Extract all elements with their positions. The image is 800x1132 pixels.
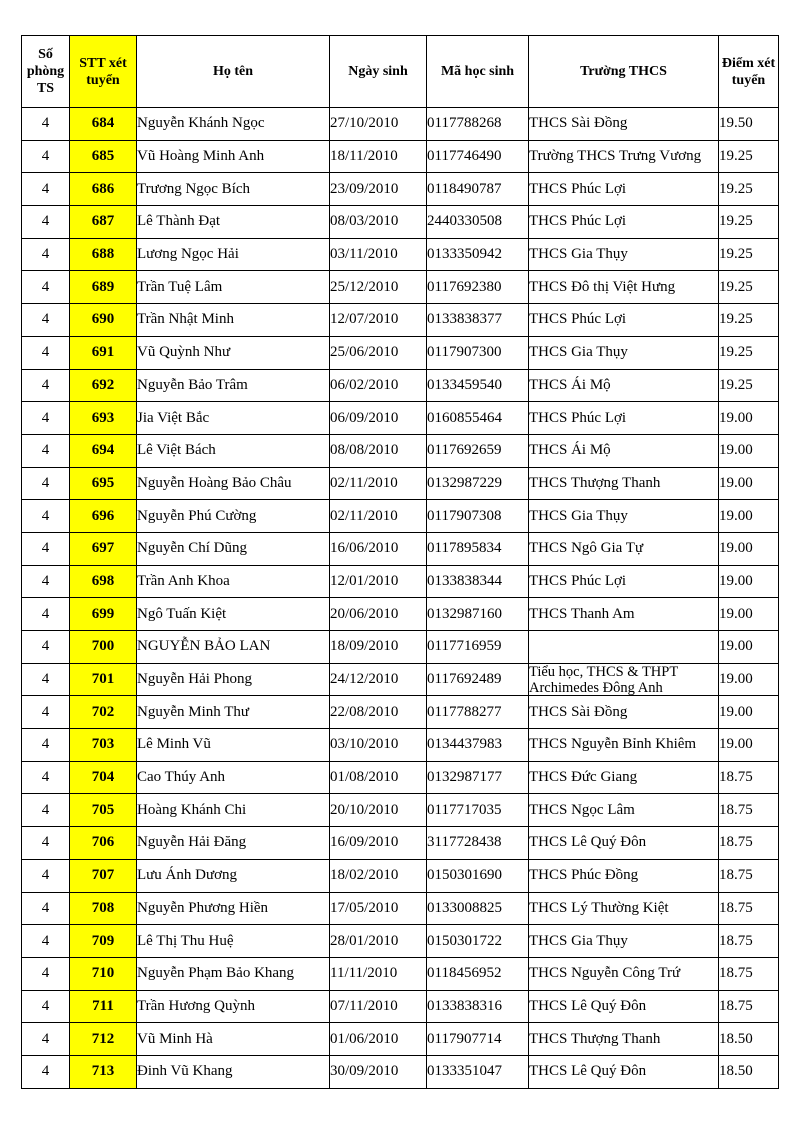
cell-name: Lưu Ánh Dương <box>137 859 330 892</box>
cell-stt: 692 <box>70 369 137 402</box>
cell-score: 19.00 <box>719 631 779 664</box>
cell-dob: 18/02/2010 <box>330 859 427 892</box>
cell-dob: 28/01/2010 <box>330 925 427 958</box>
cell-score: 19.00 <box>719 729 779 762</box>
cell-name: Trần Hương Quỳnh <box>137 990 330 1023</box>
cell-room: 4 <box>22 173 70 206</box>
cell-student-id: 0133351047 <box>427 1055 529 1088</box>
cell-name: Lê Thị Thu Huệ <box>137 925 330 958</box>
table-row <box>22 238 779 271</box>
cell-school: THCS Ái Mộ <box>529 434 719 467</box>
cell-student-id: 0132987229 <box>427 467 529 500</box>
table-row <box>22 990 779 1023</box>
cell-school: THCS Ngô Gia Tự <box>529 532 719 565</box>
cell-stt: 685 <box>70 140 137 173</box>
table-row <box>22 598 779 631</box>
cell-dob: 20/10/2010 <box>330 794 427 827</box>
cell-dob: 25/12/2010 <box>330 271 427 304</box>
cell-dob: 08/03/2010 <box>330 206 427 239</box>
cell-room: 4 <box>22 140 70 173</box>
cell-student-id: 0117788277 <box>427 696 529 729</box>
cell-room: 4 <box>22 369 70 402</box>
cell-name: Trần Anh Khoa <box>137 565 330 598</box>
cell-score: 19.25 <box>719 140 779 173</box>
cell-name: Lê Minh Vũ <box>137 729 330 762</box>
cell-score: 18.50 <box>719 1023 779 1056</box>
cell-dob: 23/09/2010 <box>330 173 427 206</box>
cell-score: 19.25 <box>719 304 779 337</box>
cell-stt: 689 <box>70 271 137 304</box>
cell-room: 4 <box>22 990 70 1023</box>
cell-student-id: 0133459540 <box>427 369 529 402</box>
cell-dob: 06/09/2010 <box>330 402 427 435</box>
cell-stt: 687 <box>70 206 137 239</box>
cell-school: THCS Phúc Lợi <box>529 173 719 206</box>
cell-school: THCS Đô thị Việt Hưng <box>529 271 719 304</box>
cell-student-id: 0117692380 <box>427 271 529 304</box>
cell-school: THCS Phúc Đồng <box>529 859 719 892</box>
cell-student-id: 0117907300 <box>427 336 529 369</box>
table-row <box>22 859 779 892</box>
cell-dob: 17/05/2010 <box>330 892 427 925</box>
cell-room: 4 <box>22 925 70 958</box>
cell-score: 18.75 <box>719 827 779 860</box>
cell-student-id: 0117716959 <box>427 631 529 664</box>
cell-score: 19.00 <box>719 434 779 467</box>
cell-name: Nguyễn Chí Dũng <box>137 532 330 565</box>
cell-score: 19.25 <box>719 336 779 369</box>
header-room: Số phòng TS <box>22 36 70 108</box>
cell-student-id: 0117692489 <box>427 663 529 696</box>
table-row <box>22 729 779 762</box>
header-score: Điểm xét tuyển <box>719 36 779 108</box>
cell-student-id: 0117746490 <box>427 140 529 173</box>
cell-school: THCS Gia Thụy <box>529 500 719 533</box>
cell-dob: 02/11/2010 <box>330 467 427 500</box>
cell-room: 4 <box>22 1055 70 1088</box>
cell-name: Nguyễn Hải Đăng <box>137 827 330 860</box>
table-row <box>22 434 779 467</box>
cell-name: Nguyễn Khánh Ngọc <box>137 108 330 141</box>
table-row <box>22 565 779 598</box>
cell-stt: 713 <box>70 1055 137 1088</box>
cell-room: 4 <box>22 304 70 337</box>
cell-room: 4 <box>22 827 70 860</box>
cell-score: 19.25 <box>719 238 779 271</box>
cell-dob: 03/10/2010 <box>330 729 427 762</box>
cell-name: Nguyễn Hoàng Bảo Châu <box>137 467 330 500</box>
cell-school <box>529 663 719 696</box>
cell-stt: 694 <box>70 434 137 467</box>
cell-name: Vũ Minh Hà <box>137 1023 330 1056</box>
cell-score: 18.75 <box>719 925 779 958</box>
table-row <box>22 1023 779 1056</box>
cell-student-id: 0160855464 <box>427 402 529 435</box>
cell-school: THCS Phúc Lợi <box>529 402 719 435</box>
cell-dob: 11/11/2010 <box>330 957 427 990</box>
table-row <box>22 500 779 533</box>
table-row <box>22 827 779 860</box>
cell-name: Trần Tuệ Lâm <box>137 271 330 304</box>
cell-school: THCS Gia Thụy <box>529 238 719 271</box>
header-school: Trường THCS <box>529 36 719 108</box>
cell-student-id: 0117717035 <box>427 794 529 827</box>
cell-room: 4 <box>22 108 70 141</box>
table-row <box>22 1055 779 1088</box>
admission-roster-table <box>21 35 779 1089</box>
cell-score: 19.00 <box>719 565 779 598</box>
cell-name: NGUYỄN BẢO LAN <box>137 631 330 664</box>
table-row <box>22 140 779 173</box>
cell-score: 19.00 <box>719 402 779 435</box>
cell-student-id: 0117692659 <box>427 434 529 467</box>
cell-student-id: 0150301722 <box>427 925 529 958</box>
cell-school: THCS Ngọc Lâm <box>529 794 719 827</box>
cell-stt: 699 <box>70 598 137 631</box>
cell-name: Trương Ngọc Bích <box>137 173 330 206</box>
cell-room: 4 <box>22 957 70 990</box>
cell-dob: 18/11/2010 <box>330 140 427 173</box>
cell-student-id: 0133008825 <box>427 892 529 925</box>
cell-school: THCS Sài Đồng <box>529 108 719 141</box>
cell-school: THCS Gia Thụy <box>529 925 719 958</box>
cell-score: 18.75 <box>719 990 779 1023</box>
table-row <box>22 304 779 337</box>
cell-dob: 12/07/2010 <box>330 304 427 337</box>
cell-name: Lê Thành Đạt <box>137 206 330 239</box>
table-row <box>22 663 779 696</box>
cell-score: 18.75 <box>719 859 779 892</box>
cell-room: 4 <box>22 238 70 271</box>
cell-score: 19.00 <box>719 500 779 533</box>
header-stt: STT xét tuyển <box>70 36 137 108</box>
table-row <box>22 761 779 794</box>
cell-score: 18.50 <box>719 1055 779 1088</box>
cell-school: THCS Phúc Lợi <box>529 304 719 337</box>
cell-room: 4 <box>22 206 70 239</box>
cell-student-id: 0133838377 <box>427 304 529 337</box>
cell-score: 19.25 <box>719 173 779 206</box>
cell-stt: 696 <box>70 500 137 533</box>
cell-room: 4 <box>22 696 70 729</box>
cell-school: THCS Gia Thụy <box>529 336 719 369</box>
cell-stt: 701 <box>70 663 137 696</box>
header-name: Họ tên <box>137 36 330 108</box>
cell-dob: 24/12/2010 <box>330 663 427 696</box>
cell-dob: 12/01/2010 <box>330 565 427 598</box>
cell-room: 4 <box>22 1023 70 1056</box>
cell-student-id: 0150301690 <box>427 859 529 892</box>
cell-stt: 704 <box>70 761 137 794</box>
cell-room: 4 <box>22 467 70 500</box>
table-row <box>22 369 779 402</box>
cell-dob: 02/11/2010 <box>330 500 427 533</box>
cell-dob: 16/09/2010 <box>330 827 427 860</box>
cell-name: Jia Việt Bắc <box>137 402 330 435</box>
cell-school: THCS Đức Giang <box>529 761 719 794</box>
cell-student-id: 0118490787 <box>427 173 529 206</box>
cell-school: THCS Sài Đồng <box>529 696 719 729</box>
cell-student-id: 0133838316 <box>427 990 529 1023</box>
cell-stt: 684 <box>70 108 137 141</box>
cell-dob: 16/06/2010 <box>330 532 427 565</box>
table-row <box>22 173 779 206</box>
cell-score: 19.25 <box>719 271 779 304</box>
cell-dob: 18/09/2010 <box>330 631 427 664</box>
cell-stt: 712 <box>70 1023 137 1056</box>
cell-name: Nguyễn Phạm Bảo Khang <box>137 957 330 990</box>
cell-student-id: 0118456952 <box>427 957 529 990</box>
cell-score: 19.25 <box>719 206 779 239</box>
cell-stt: 711 <box>70 990 137 1023</box>
cell-name: Nguyễn Phú Cường <box>137 500 330 533</box>
cell-room: 4 <box>22 402 70 435</box>
cell-name: Nguyễn Minh Thư <box>137 696 330 729</box>
cell-room: 4 <box>22 565 70 598</box>
header-row <box>22 36 779 108</box>
cell-dob: 22/08/2010 <box>330 696 427 729</box>
cell-score: 19.00 <box>719 532 779 565</box>
cell-stt: 708 <box>70 892 137 925</box>
cell-school-text: Tiểu học, THCS & THPT Archimedes Đông Anh <box>529 663 678 695</box>
cell-room: 4 <box>22 859 70 892</box>
table-row <box>22 336 779 369</box>
cell-dob: 01/06/2010 <box>330 1023 427 1056</box>
cell-name: Vũ Quỳnh Như <box>137 336 330 369</box>
cell-room: 4 <box>22 500 70 533</box>
cell-name: Nguyễn Phương Hiền <box>137 892 330 925</box>
cell-score: 19.50 <box>719 108 779 141</box>
table-row <box>22 696 779 729</box>
cell-stt: 705 <box>70 794 137 827</box>
cell-score: 19.00 <box>719 696 779 729</box>
table-row <box>22 206 779 239</box>
cell-student-id: 2440330508 <box>427 206 529 239</box>
header-dob: Ngày sinh <box>330 36 427 108</box>
cell-name: Đinh Vũ Khang <box>137 1055 330 1088</box>
cell-student-id: 3117728438 <box>427 827 529 860</box>
cell-dob: 07/11/2010 <box>330 990 427 1023</box>
cell-school: THCS Nguyễn Bỉnh Khiêm <box>529 729 719 762</box>
table-row <box>22 402 779 435</box>
cell-dob: 20/06/2010 <box>330 598 427 631</box>
cell-stt: 706 <box>70 827 137 860</box>
cell-student-id: 0117907308 <box>427 500 529 533</box>
cell-school: THCS Thanh Am <box>529 598 719 631</box>
cell-room: 4 <box>22 532 70 565</box>
cell-dob: 06/02/2010 <box>330 369 427 402</box>
cell-school: THCS Ái Mộ <box>529 369 719 402</box>
cell-room: 4 <box>22 598 70 631</box>
cell-room: 4 <box>22 434 70 467</box>
cell-room: 4 <box>22 729 70 762</box>
cell-stt: 691 <box>70 336 137 369</box>
table-row <box>22 925 779 958</box>
cell-school: THCS Thượng Thanh <box>529 467 719 500</box>
cell-score: 19.00 <box>719 467 779 500</box>
cell-score: 19.00 <box>719 598 779 631</box>
cell-student-id: 0117788268 <box>427 108 529 141</box>
table-row <box>22 467 779 500</box>
cell-school: THCS Lê Quý Đôn <box>529 827 719 860</box>
cell-stt: 688 <box>70 238 137 271</box>
cell-name: Cao Thúy Anh <box>137 761 330 794</box>
cell-stt: 710 <box>70 957 137 990</box>
cell-stt: 709 <box>70 925 137 958</box>
cell-score: 18.75 <box>719 761 779 794</box>
table-row <box>22 892 779 925</box>
cell-dob: 25/06/2010 <box>330 336 427 369</box>
cell-student-id: 0117895834 <box>427 532 529 565</box>
cell-stt: 698 <box>70 565 137 598</box>
cell-school: THCS Lê Quý Đôn <box>529 990 719 1023</box>
cell-stt: 703 <box>70 729 137 762</box>
cell-score: 18.75 <box>719 794 779 827</box>
cell-name: Hoàng Khánh Chi <box>137 794 330 827</box>
table-row <box>22 271 779 304</box>
table-row <box>22 957 779 990</box>
cell-stt: 707 <box>70 859 137 892</box>
cell-student-id: 0133838344 <box>427 565 529 598</box>
cell-name: Lương Ngọc Hải <box>137 238 330 271</box>
cell-name: Lê Việt Bách <box>137 434 330 467</box>
cell-score: 18.75 <box>719 892 779 925</box>
cell-school: THCS Lê Quý Đôn <box>529 1055 719 1088</box>
cell-room: 4 <box>22 271 70 304</box>
cell-dob: 30/09/2010 <box>330 1055 427 1088</box>
header-student-id: Mã học sinh <box>427 36 529 108</box>
cell-name: Trần Nhật Minh <box>137 304 330 337</box>
cell-student-id: 0132987160 <box>427 598 529 631</box>
cell-stt: 686 <box>70 173 137 206</box>
cell-name: Vũ Hoàng Minh Anh <box>137 140 330 173</box>
cell-stt: 700 <box>70 631 137 664</box>
cell-stt: 695 <box>70 467 137 500</box>
cell-school: THCS Lý Thường Kiệt <box>529 892 719 925</box>
cell-name: Nguyễn Hải Phong <box>137 663 330 696</box>
roster-body <box>22 108 779 1089</box>
cell-school: THCS Nguyễn Công Trứ <box>529 957 719 990</box>
cell-school: THCS Phúc Lợi <box>529 565 719 598</box>
table-row <box>22 108 779 141</box>
table-row <box>22 631 779 664</box>
cell-dob: 01/08/2010 <box>330 761 427 794</box>
cell-stt: 702 <box>70 696 137 729</box>
cell-name: Nguyễn Bảo Trâm <box>137 369 330 402</box>
cell-room: 4 <box>22 631 70 664</box>
cell-room: 4 <box>22 892 70 925</box>
cell-stt: 690 <box>70 304 137 337</box>
cell-school: THCS Thượng Thanh <box>529 1023 719 1056</box>
cell-dob: 08/08/2010 <box>330 434 427 467</box>
cell-room: 4 <box>22 794 70 827</box>
cell-room: 4 <box>22 761 70 794</box>
cell-score: 19.00 <box>719 663 779 696</box>
cell-room: 4 <box>22 336 70 369</box>
cell-school: Trường THCS Trưng Vương <box>529 140 719 173</box>
cell-score: 18.75 <box>719 957 779 990</box>
cell-score: 19.25 <box>719 369 779 402</box>
table-row <box>22 532 779 565</box>
cell-dob: 03/11/2010 <box>330 238 427 271</box>
cell-dob: 27/10/2010 <box>330 108 427 141</box>
cell-name: Ngô Tuấn Kiệt <box>137 598 330 631</box>
cell-school <box>529 631 719 664</box>
cell-room: 4 <box>22 663 70 696</box>
cell-student-id: 0117907714 <box>427 1023 529 1056</box>
cell-student-id: 0133350942 <box>427 238 529 271</box>
cell-student-id: 0132987177 <box>427 761 529 794</box>
cell-stt: 693 <box>70 402 137 435</box>
cell-stt: 697 <box>70 532 137 565</box>
cell-school: THCS Phúc Lợi <box>529 206 719 239</box>
cell-student-id: 0134437983 <box>427 729 529 762</box>
table-row <box>22 794 779 827</box>
